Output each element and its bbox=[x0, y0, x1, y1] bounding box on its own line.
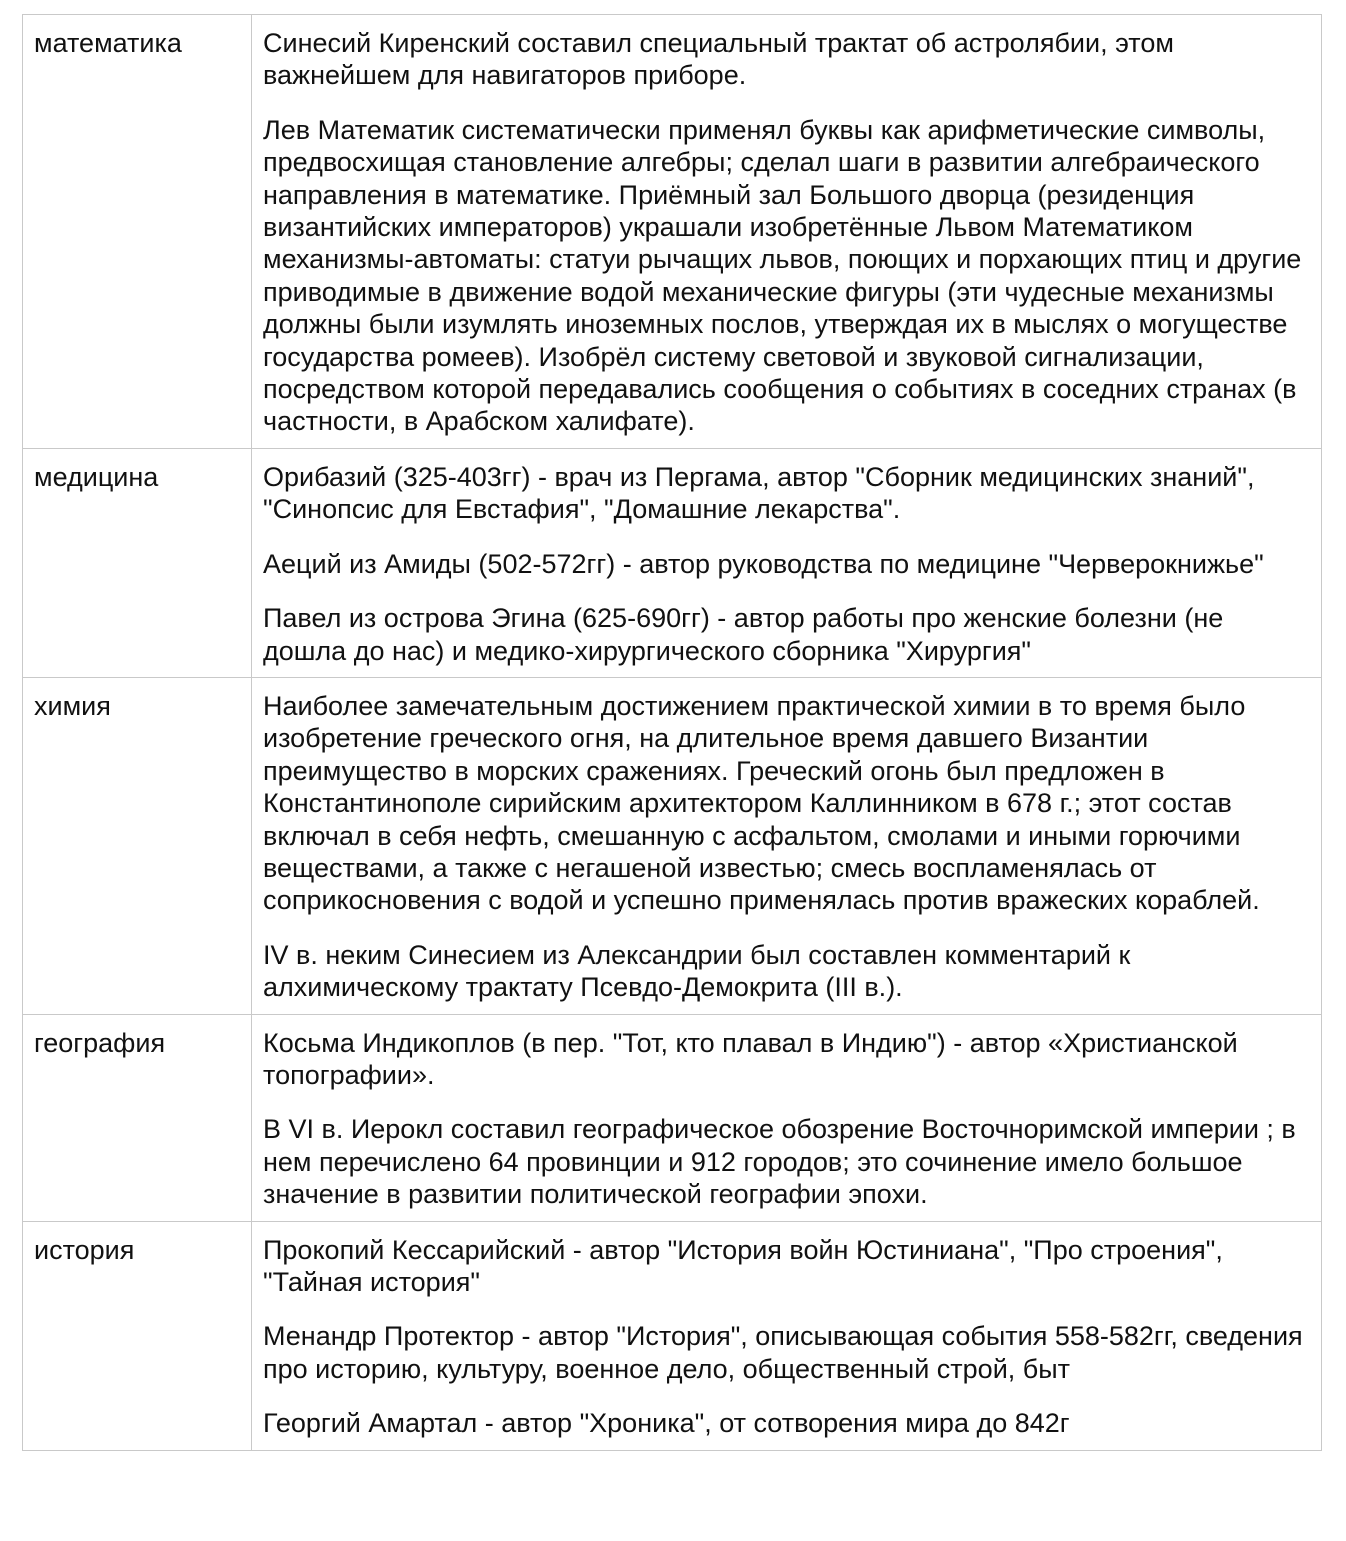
details-cell bbox=[252, 1014, 1322, 1221]
detail-paragraph: Менандр Протектор - автор "История", описывающая события 558-582гг, сведения про историю, культуру, военное дело, общественный строй, быт bbox=[263, 1321, 1303, 1384]
detail-paragraph: Орибазий (325-403гг) - врач из Пергама, автор "Сборник медицинских знаний", "Синопсис для Евстафия", "Домашние лекарства". bbox=[263, 461, 1255, 525]
subject-cell: история bbox=[23, 1221, 252, 1450]
details-cell bbox=[252, 448, 1322, 677]
subject-cell: химия bbox=[23, 677, 252, 1014]
table-row-medicine bbox=[23, 448, 1322, 677]
detail-paragraph: Прокопий Кессарийский - автор "История войн Юстиниана", "Про строения", "Тайная история" bbox=[263, 1234, 1223, 1297]
subject-cell: география bbox=[23, 1014, 252, 1221]
detail-paragraph: Косьма Индикоплов (в пер. "Тот, кто плавал в Индию") - автор «Христианской топографии». bbox=[263, 1027, 1238, 1090]
detail-paragraph: Георгий Амартал - автор "Хроника", от сотворения мира до 842г bbox=[263, 1408, 1070, 1439]
details-cell bbox=[252, 15, 1322, 449]
detail-paragraph: Павел из острова Эгина (625-690гг) - автор работы про женские болезни (не дошла до нас) и медико-хирургического сборника "Хирургия" bbox=[263, 603, 1224, 666]
detail-paragraph: IV в. неким Синесием из Александрии был составлен комментарий к алхимическому трактату Псевдо-Демокрита (III в.). bbox=[263, 939, 1131, 1003]
science-table bbox=[22, 14, 1322, 1451]
science-table-body bbox=[23, 15, 1322, 1451]
detail-paragraph: Аеций из Амиды (502-572гг) - автор руководства по медицине "Черверокнижье" bbox=[263, 548, 1264, 579]
detail-paragraph: Лев Математик систематически применял буквы как арифметические символы, предвосхищая становление алгебры; сделал шаги в развитии алгебраического направления в математике. Приёмный зал Большого дворца (резиденция византийских императоров) украшали изобретённые Львом Математиком механизмы-автоматы: статуи рычащих львов, поющих и порхающих птиц и другие приводимые в движение водой механические фигуры (эти чудесные механизмы должны были изумлять иноземных послов, утверждая их в мыслях о могуществе государства ромеев). Изобрёл систему световой и звуковой сигнализации, посредством которой передавались сообщения о событиях в соседних странах (в частности, в Арабском халифате). bbox=[263, 114, 1302, 437]
table-row-history bbox=[23, 1221, 1322, 1450]
table-row-chemistry bbox=[23, 677, 1322, 1014]
subject-cell: математика bbox=[23, 15, 252, 449]
details-cell bbox=[252, 1221, 1322, 1450]
detail-paragraph: В VI в. Иерокл составил географическое обозрение Восточноримской империи ; в нем перечислено 64 провинции и 912 городов; это сочинение имело большое значение в развитии политической географии эпохи. bbox=[263, 1114, 1296, 1210]
detail-paragraph: Синесий Киренский составил специальный трактат об астролябии, этом важнейшем для навигаторов приборе. bbox=[263, 28, 1174, 91]
subject-cell: медицина bbox=[23, 448, 252, 677]
table-row-mathematics bbox=[23, 15, 1322, 449]
detail-paragraph: Наиболее замечательным достижением практической химии в то время было изобретение греческого огня, на длительное время давшего Византии преимущество в морских сражениях. Греческий огонь был предложен в Константинополе сирийским архитектором Каллинником в 678 г.; этот состав включал в себя нефть, смешанную с асфальтом, смолами и иными горючими веществами, а также с негашеной известью; смесь воспламенялась от соприкосновения с водой и успешно применялась против вражеских кораблей. bbox=[263, 690, 1260, 916]
table-row-geography bbox=[23, 1014, 1322, 1221]
details-cell bbox=[252, 677, 1322, 1014]
